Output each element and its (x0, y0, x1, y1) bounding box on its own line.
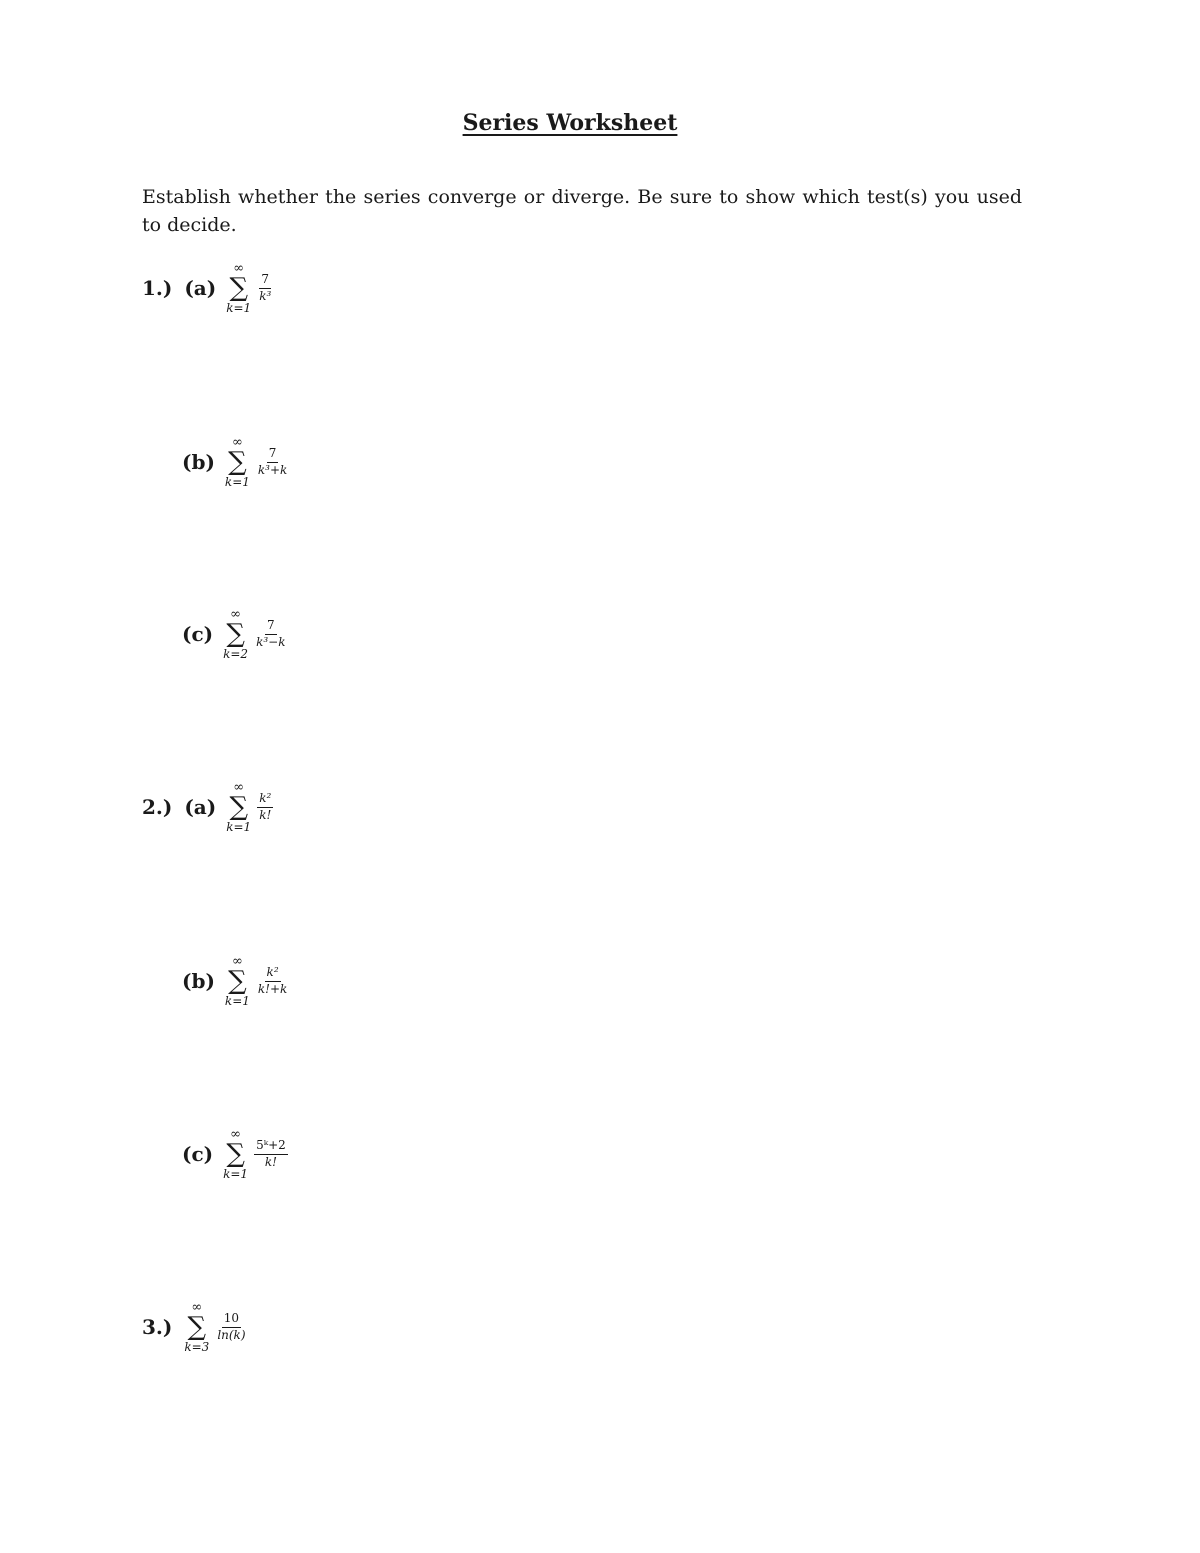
sum-upper-limit: ∞ (191, 1300, 203, 1315)
sigma-symbol: ∑ (228, 966, 247, 996)
problem-part-label: (c) (182, 622, 214, 646)
sigma-symbol: ∑ (229, 792, 248, 822)
fraction-denominator: k!+k (257, 981, 288, 996)
fraction (256, 966, 289, 997)
fraction-denominator: k³+k (257, 462, 288, 477)
sum-lower-limit: k=1 (226, 820, 252, 834)
sigma-symbol: ∑ (229, 273, 248, 303)
fraction (257, 792, 273, 823)
problem-1a (142, 262, 273, 314)
problem-2b (182, 955, 289, 1007)
problem-3 (142, 1301, 248, 1353)
sum-lower-limit: k=1 (224, 475, 250, 489)
problem-number: 1.) (142, 276, 173, 300)
summation (184, 1301, 209, 1353)
sum-upper-limit: ∞ (231, 954, 243, 969)
instructions-text: Establish whether the series converge or diverge. Be sure to show which test(s) you used to decide. (142, 186, 1022, 236)
fraction-denominator: k! (259, 807, 272, 822)
summation (225, 955, 250, 1007)
sum-upper-limit: ∞ (231, 435, 243, 450)
fraction (257, 273, 273, 304)
fraction-numerator: 10 (222, 1312, 241, 1328)
summation (223, 1128, 248, 1180)
fraction-denominator: k! (264, 1154, 277, 1169)
sigma-symbol: ∑ (226, 1139, 245, 1169)
sum-upper-limit: ∞ (233, 780, 245, 795)
sigma-symbol: ∑ (187, 1312, 207, 1342)
problem-number: 3.) (142, 1315, 173, 1339)
fraction-numerator: 7 (259, 273, 271, 289)
fraction-denominator: k³−k (256, 634, 286, 649)
summation (223, 608, 248, 660)
fraction-numerator: 7 (267, 447, 279, 463)
fraction-numerator: k² (257, 792, 273, 808)
problem-number: 2.) (142, 795, 173, 819)
sum-upper-limit: ∞ (230, 607, 242, 622)
fraction-numerator: 7 (265, 619, 277, 635)
problem-1c (182, 608, 288, 660)
fraction-numerator: 5ᵏ+2 (254, 1139, 288, 1155)
sum-lower-limit: k=1 (226, 301, 252, 315)
problem-1b (182, 436, 289, 488)
sum-lower-limit: k=2 (223, 647, 249, 661)
summation (226, 781, 251, 833)
sum-lower-limit: k=1 (224, 994, 250, 1008)
fraction-denominator: k³ (259, 288, 272, 303)
problem-part-label: (c) (182, 1142, 214, 1166)
summation (226, 262, 251, 314)
sum-lower-limit: k=1 (223, 1167, 249, 1181)
fraction (215, 1312, 247, 1343)
sigma-symbol: ∑ (228, 447, 247, 477)
sum-lower-limit: k=3 (184, 1340, 210, 1354)
fraction-denominator: ln(k) (217, 1327, 246, 1342)
fraction-numerator: k² (265, 966, 281, 982)
fraction (256, 447, 289, 478)
fraction (254, 619, 287, 650)
sum-upper-limit: ∞ (233, 261, 245, 276)
sigma-symbol: ∑ (226, 619, 245, 649)
page-title: Series Worksheet (462, 110, 678, 136)
problem-part-label: (a) (184, 795, 217, 819)
problem-part-label: (b) (182, 450, 215, 474)
fraction (254, 1139, 288, 1170)
problem-2a (142, 781, 273, 833)
sum-upper-limit: ∞ (230, 1127, 242, 1142)
problem-part-label: (b) (182, 969, 215, 993)
problem-2c (182, 1128, 288, 1180)
summation (225, 436, 250, 488)
problem-part-label: (a) (184, 276, 217, 300)
